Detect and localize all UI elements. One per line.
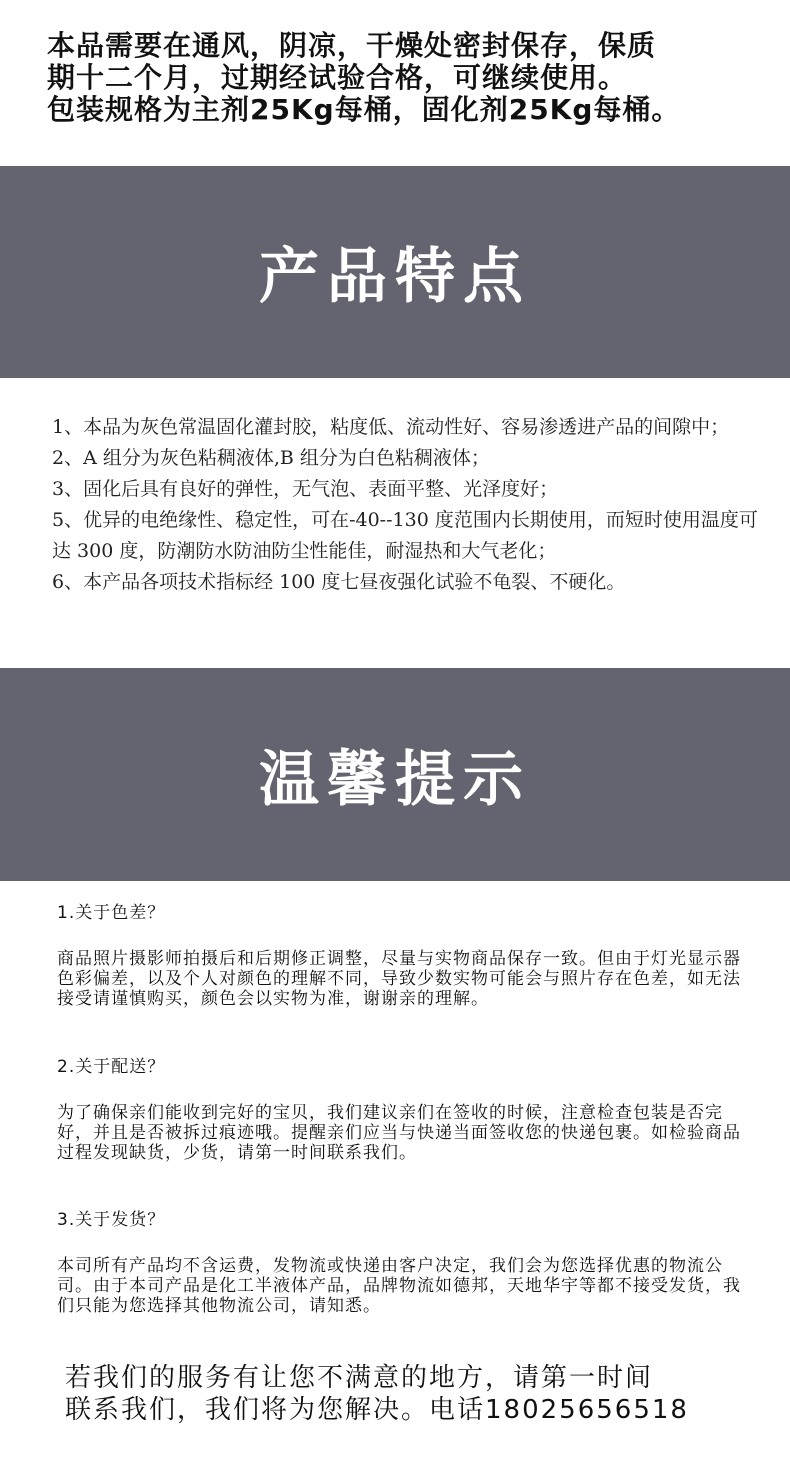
feature-item: 3、固化后具有良好的弹性，无气泡、表面平整、光泽度好；: [52, 478, 559, 500]
contact-line: 若我们的服务有让您不满意的地方，请第一时间: [65, 1363, 654, 1393]
tip-answer: 本司所有产品均不含运费，发物流或快递由客户决定，我们会为您选择优惠的物流公司。由于本司产品是化工半液体产品，品牌物流如德邦，天地华宇等都不接受发货，我们只能为您选择其他物流公司，请知悉。: [57, 1256, 741, 1316]
tip-answer: 商品照片摄影师拍摄后和后期修正调整，尽量与实物商品保存一致。但由于灯光显示器色彩偏差，以及个人对颜色的理解不同，导致少数实物可能会与照片存在色差，如无法接受请谨慎购买，颜色会以实物为准，谢谢亲的理解。: [57, 949, 741, 1009]
feature-item: 6、本产品各项技术指标经 100 度七昼夜强化试验不龟裂、不硬化。: [52, 571, 626, 593]
features-list: [52, 412, 772, 598]
features-title: 产品特点: [259, 242, 531, 312]
tip-delivery: [57, 1057, 747, 1163]
tip-question: 2.关于配送？: [57, 1057, 166, 1077]
features-banner: [0, 166, 790, 378]
feature-item: 2、A 组分为灰色粘稠液体,B 组分为白色粘稠液体；: [52, 447, 490, 469]
storage-line: 期十二个月，过期经试验合格，可继续使用。: [47, 61, 628, 94]
feature-item: 1、本品为灰色常温固化灌封胶，粘度低、流动性好、容易渗透进产品的间隙中；: [52, 416, 730, 438]
storage-line: 包装规格为主剂25Kg每桶，固化剂25Kg每桶。: [47, 93, 681, 126]
storage-info: [47, 30, 767, 126]
tip-answer: 为了确保亲们能收到完好的宝贝，我们建议亲们在签收的时候，注意检查包装是否完好，并且是否被拆过痕迹哦。提醒亲们应当与快递当面签收您的快递包裹。如检验商品过程发现缺货，少货，请第一时间联系我们。: [57, 1103, 741, 1163]
contact-info: [65, 1362, 765, 1426]
feature-item: 5、优异的电绝缘性、稳定性，可在-40--130 度范围内长期使用，而短时使用温度可达 300 度，防潮防水防油防尘性能佳，耐湿热和大气老化；: [52, 509, 758, 562]
tip-question: 3.关于发货？: [57, 1210, 166, 1230]
contact-line: 联系我们，我们将为您解决。电话18025656518: [65, 1395, 689, 1425]
storage-line: 本品需要在通风，阴凉，干燥处密封保存，保质: [47, 29, 657, 62]
tips-banner: [0, 668, 790, 881]
tip-question: 1.关于色差？: [57, 903, 166, 923]
tip-shipping: [57, 1210, 747, 1316]
tips-title: 温馨提示: [259, 744, 531, 815]
tip-color-difference: [57, 903, 747, 1009]
